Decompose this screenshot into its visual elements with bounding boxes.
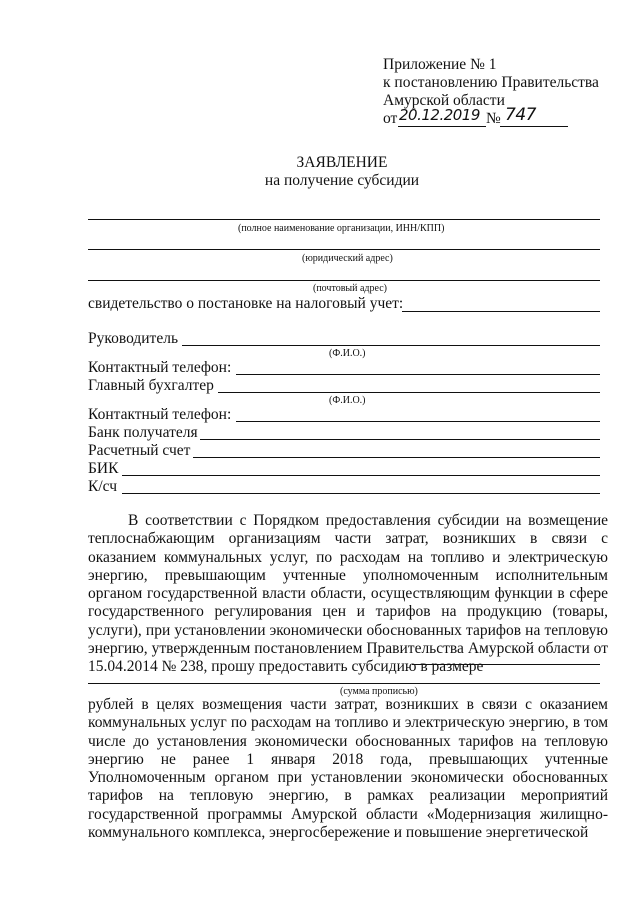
bank-line [200, 439, 600, 440]
number-underline [500, 126, 568, 127]
contact-phone-2-label: Контактный телефон: [88, 406, 232, 423]
tax-registration-line [402, 311, 600, 312]
appendix-number-label: № [486, 110, 501, 127]
document-heading: ЗАЯВЛЕНИЕ [296, 154, 388, 171]
bik-label: БИК [88, 460, 119, 477]
appendix-line-2: к постановлению Правительства [383, 74, 599, 91]
contact-phone-1-label: Контактный телефон: [88, 359, 232, 376]
paragraph-2: рублей в целях возмещения части затрат, возникших в связи с оказанием коммунальных услуг по расходам на топливо и электрическую энергию, в том числе до установления экономически обоснованных тарифов на тепловую энергию не ранее 1 января 2018 года, превышающих учтенные Уполномоченным органом при установлении экономически обоснованных тарифов на тепловую энергию, в рамках реализации мероприятий государственной программы Амурской области «Модернизация жилищно-коммунального комплекса, энергосбережение и повышение энергетической [88, 696, 608, 842]
accountant-fio-caption: (Ф.И.О.) [329, 395, 366, 406]
document-subheading: на получение субсидии [264, 172, 420, 189]
legal-address-line [88, 249, 600, 250]
director-line [182, 345, 600, 346]
chief-accountant-line [218, 392, 600, 393]
director-label: Руководитель [88, 330, 179, 347]
org-name-line [88, 219, 600, 220]
date-underline [398, 126, 486, 127]
contact-phone-1-line [236, 374, 600, 375]
chief-accountant-label: Главный бухгалтер [88, 377, 214, 394]
handwritten-date: 20.12.2019 [399, 106, 480, 124]
contact-phone-2-line [236, 421, 600, 422]
sum-words-line [88, 683, 600, 684]
director-fio-caption: (Ф.И.О.) [329, 348, 366, 359]
tax-registration-label: свидетельство о постановке на налоговый учет: [88, 295, 404, 312]
postal-address-line [88, 280, 600, 281]
appendix-line-1: Приложение № 1 [383, 56, 497, 73]
paragraph-1: В соответствии с Порядком предоставления субсидии на возмещение теплоснабжающим организациям части затрат, возникших в связи с оказанием коммунальных услуг, по расходам на топливо и электрическую энергию, превышающим учтенные уполномоченным исполнительным органом государственной власти области, осуществляющим функции в сфере государственного регулирования цен и тарифов на продукцию (товары, услуги), при установлении экономически обоснованных тарифов на тепловую энергию, утвержденным постановлением Правительства Амурской области от 15.04.2014 № 238, прошу предоставить субсидию в размере [88, 512, 608, 676]
bank-label: Банк получателя [88, 424, 198, 441]
corr-account-line [122, 493, 600, 494]
legal-address-caption: (юридический адрес) [302, 253, 393, 264]
sum-words-caption: (сумма прописью) [340, 686, 418, 697]
corr-account-label: К/сч [88, 478, 118, 495]
account-label: Расчетный счет [88, 442, 191, 459]
bik-line [122, 475, 600, 476]
org-name-caption: (полное наименование организации, ИНН/КПП) [238, 223, 445, 234]
handwritten-number: 747 [505, 105, 536, 125]
postal-address-caption: (почтовый адрес) [313, 283, 387, 294]
appendix-line-3: Амурской области [383, 92, 505, 109]
subsidy-amount-line [412, 664, 600, 665]
account-line [193, 457, 600, 458]
appendix-from-label: от [383, 110, 398, 127]
